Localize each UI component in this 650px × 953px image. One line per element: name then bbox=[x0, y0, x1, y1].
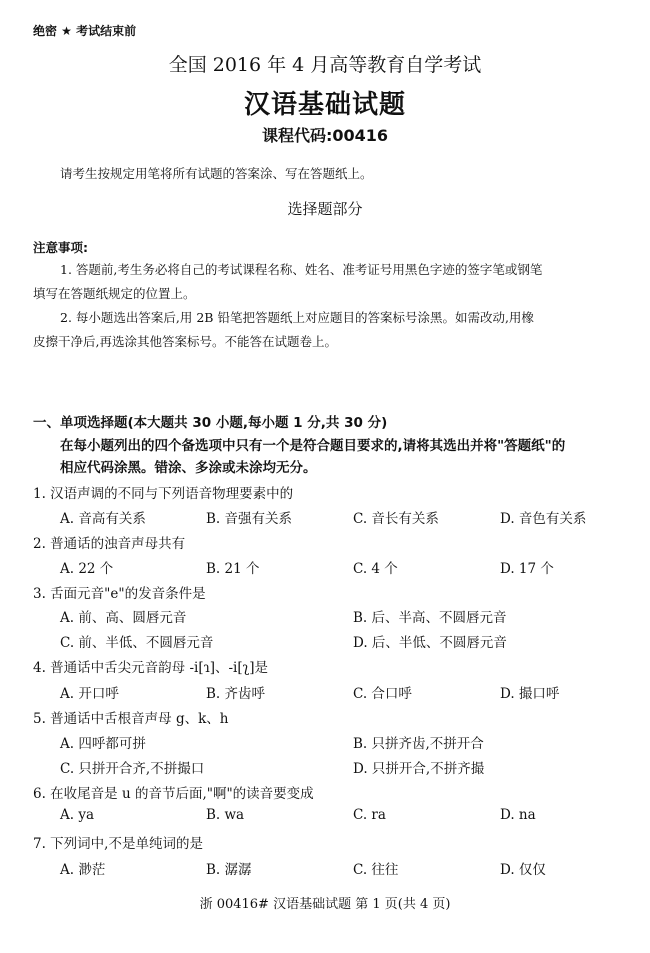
question-2-stem: 2. 普通话的浊音声母共有 bbox=[33, 536, 186, 552]
exam-title: 全国 2016 年 4 月高等教育自学考试 bbox=[168, 54, 482, 76]
question-2-option-b: B. 21 个 bbox=[206, 561, 260, 577]
part-title: 选择题部分 bbox=[287, 200, 363, 218]
section-instruction-line-1: 在每小题列出的四个备选项中只有一个是符合题目要求的,请将其选出并将"答题纸"的 bbox=[60, 438, 566, 454]
question-1-option-d: D. 音色有关系 bbox=[500, 511, 587, 527]
question-5-option-b: B. 只拼齐齿,不拼开合 bbox=[353, 736, 484, 752]
question-7-option-c: C. 往往 bbox=[353, 862, 399, 878]
question-2-option-c: C. 4 个 bbox=[353, 561, 398, 577]
question-6-stem: 6. 在收尾音是 u 的音节后面,"啊"的读音要变成 bbox=[33, 786, 314, 802]
question-3-option-d: D. 后、半低、不圆唇元音 bbox=[353, 635, 507, 651]
question-7-option-a: A. 渺茫 bbox=[60, 862, 106, 878]
question-6-option-a: A. ya bbox=[60, 807, 95, 823]
answer-instruction: 请考生按规定用笔将所有试题的答案涂、写在答题纸上。 bbox=[60, 166, 373, 181]
question-3-option-b: B. 后、半高、不圆唇元音 bbox=[353, 610, 507, 626]
question-7-stem: 7. 下列词中,不是单纯词的是 bbox=[33, 836, 203, 852]
note-1-line-1: 1. 答题前,考生务必将自己的考试课程名称、姓名、准考证号用黑色字迹的签字笔或钢笔 bbox=[60, 262, 543, 277]
question-6-option-b: B. wa bbox=[206, 807, 245, 823]
note-2-line-1: 2. 每小题选出答案后,用 2B 铅笔把答题纸上对应题目的答案标号涂黑。如需改动,用橡 bbox=[60, 310, 534, 325]
question-3-option-a: A. 前、高、圆唇元音 bbox=[60, 610, 187, 626]
question-5-option-d: D. 只拼开合,不拼齐撮 bbox=[353, 761, 485, 777]
question-1-option-a: A. 音高有关系 bbox=[60, 511, 146, 527]
question-2-option-a: A. 22 个 bbox=[60, 561, 114, 577]
question-4-option-b: B. 齐齿呼 bbox=[206, 686, 266, 702]
note-1-line-2: 填写在答题纸规定的位置上。 bbox=[33, 286, 196, 301]
notes-heading: 注意事项: bbox=[33, 240, 88, 255]
page-footer: 浙 00416# 汉语基础试题 第 1 页(共 4 页) bbox=[199, 897, 451, 912]
question-2-option-d: D. 17 个 bbox=[500, 561, 554, 577]
note-2-line-2: 皮擦干净后,再选涂其他答案标号。不能答在试题卷上。 bbox=[33, 334, 337, 349]
question-7-option-d: D. 仅仅 bbox=[500, 862, 546, 878]
question-3-stem: 3. 舌面元音"e"的发音条件是 bbox=[33, 586, 206, 602]
question-1-stem: 1. 汉语声调的不同与下列语音物理要素中的 bbox=[33, 486, 294, 502]
confidential-label: 绝密 ★ 考试结束前 bbox=[33, 24, 137, 38]
question-4-option-a: A. 开口呼 bbox=[60, 686, 119, 702]
question-6-option-c: C. ra bbox=[353, 807, 386, 823]
question-1-option-b: B. 音强有关系 bbox=[206, 511, 293, 527]
subject-title: 汉语基础试题 bbox=[243, 90, 406, 120]
section-instruction-line-2: 相应代码涂黑。错涂、多涂或未涂均无分。 bbox=[60, 460, 317, 476]
question-5-option-a: A. 四呼都可拼 bbox=[60, 736, 146, 752]
question-6-option-d: D. na bbox=[500, 807, 536, 823]
question-7-option-b: B. 潺潺 bbox=[206, 862, 252, 878]
question-4-stem: 4. 普通话中舌尖元音韵母 -i[ɿ]、-i[ʅ]是 bbox=[33, 660, 268, 676]
question-1-option-c: C. 音长有关系 bbox=[353, 511, 439, 527]
section-heading: 一、单项选择题(本大题共 30 小题,每小题 1 分,共 30 分) bbox=[33, 415, 388, 431]
question-5-option-c: C. 只拼开合齐,不拼撮口 bbox=[60, 761, 205, 777]
question-4-option-c: C. 合口呼 bbox=[353, 686, 412, 702]
question-4-option-d: D. 撮口呼 bbox=[500, 686, 560, 702]
course-code: 课程代码:00416 bbox=[261, 126, 389, 145]
question-5-stem: 5. 普通话中舌根音声母 g、k、h bbox=[33, 711, 229, 727]
question-3-option-c: C. 前、半低、不圆唇元音 bbox=[60, 635, 214, 651]
